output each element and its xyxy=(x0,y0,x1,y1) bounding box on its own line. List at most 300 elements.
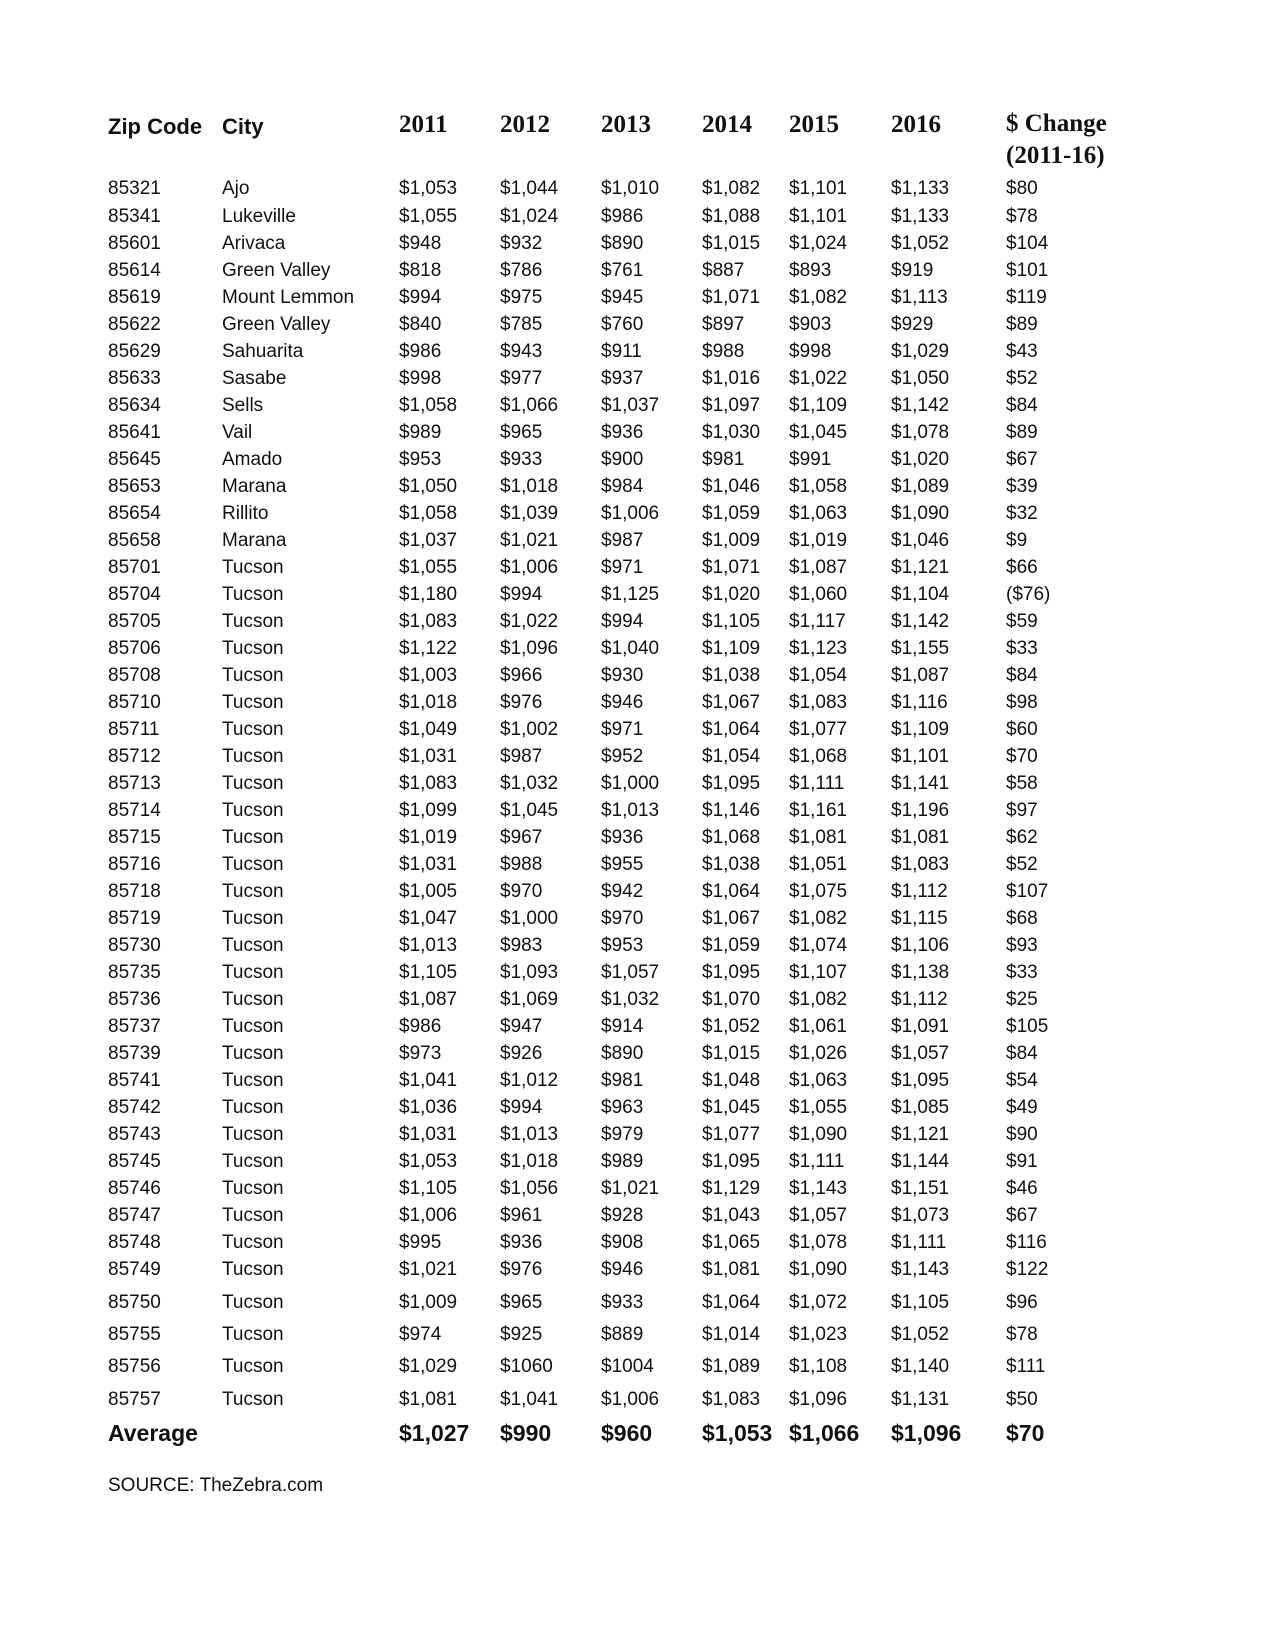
cell-y2015: $998 xyxy=(789,341,832,362)
cell-y2016: $1,052 xyxy=(891,1324,950,1345)
cell-y2014: $1,146 xyxy=(702,800,761,821)
cell-y2012: $965 xyxy=(500,422,543,443)
cell-y2014: $1,059 xyxy=(702,503,761,524)
cell-y2013: $933 xyxy=(601,1292,644,1313)
cell-y2015: $1,045 xyxy=(789,422,848,443)
cell-city: Tucson xyxy=(222,1356,284,1377)
cell-y2012: $1,032 xyxy=(500,773,559,794)
cell-y2016: $1,196 xyxy=(891,800,950,821)
cell-y2014: $1,054 xyxy=(702,746,761,767)
cell-change: $91 xyxy=(1006,1151,1038,1172)
cell-y2015: $1,082 xyxy=(789,989,848,1010)
cell-y2013: $908 xyxy=(601,1232,644,1253)
cell-y2013: $963 xyxy=(601,1097,644,1118)
average-y2013: $960 xyxy=(601,1420,653,1446)
cell-y2015: $903 xyxy=(789,314,832,335)
cell-y2013: $1004 xyxy=(601,1356,654,1377)
cell-y2013: $1,013 xyxy=(601,800,660,821)
cell-y2015: $991 xyxy=(789,449,832,470)
cell-y2012: $1,002 xyxy=(500,719,559,740)
cell-change: $78 xyxy=(1006,206,1038,227)
cell-change: $49 xyxy=(1006,1097,1038,1118)
cell-y2011: $1,006 xyxy=(399,1205,458,1226)
average-y2011: $1,027 xyxy=(399,1420,470,1446)
cell-y2015: $1,083 xyxy=(789,692,848,713)
cell-y2013: $994 xyxy=(601,611,644,632)
cell-city: Tucson xyxy=(222,800,284,821)
cell-y2015: $1,161 xyxy=(789,800,848,821)
cell-y2015: $1,023 xyxy=(789,1324,848,1345)
cell-y2012: $965 xyxy=(500,1292,543,1313)
cell-change: $54 xyxy=(1006,1070,1038,1091)
cell-y2011: $1,087 xyxy=(399,989,458,1010)
cell-y2012: $1,018 xyxy=(500,476,559,497)
cell-change: $122 xyxy=(1006,1259,1049,1280)
cell-y2015: $1,078 xyxy=(789,1232,848,1253)
cell-zip: 85653 xyxy=(108,476,161,497)
cell-y2011: $1,031 xyxy=(399,746,458,767)
cell-y2011: $1,041 xyxy=(399,1070,458,1091)
cell-change: $97 xyxy=(1006,800,1038,821)
cell-y2014: $1,016 xyxy=(702,368,761,389)
cell-y2011: $994 xyxy=(399,287,442,308)
cell-y2016: $1,029 xyxy=(891,341,950,362)
cell-city: Rillito xyxy=(222,503,269,524)
cell-city: Tucson xyxy=(222,719,284,740)
cell-y2014: $1,089 xyxy=(702,1356,761,1377)
average-y2016: $1,096 xyxy=(891,1420,962,1446)
cell-y2015: $1,101 xyxy=(789,178,848,199)
cell-zip: 85629 xyxy=(108,341,161,362)
cell-y2012: $1,006 xyxy=(500,557,559,578)
cell-y2016: $1,081 xyxy=(891,827,950,848)
cell-y2012: $1060 xyxy=(500,1356,553,1377)
cell-y2015: $1,109 xyxy=(789,395,848,416)
cell-y2015: $1,024 xyxy=(789,233,848,254)
cell-y2015: $1,082 xyxy=(789,908,848,929)
cell-y2014: $1,067 xyxy=(702,692,761,713)
header-change xyxy=(1006,108,1107,172)
cell-y2014: $1,014 xyxy=(702,1324,761,1345)
cell-city: Tucson xyxy=(222,746,284,767)
average-y2015: $1,066 xyxy=(789,1420,860,1446)
header-y2015: 2015 xyxy=(789,111,839,138)
cell-y2012: $1,045 xyxy=(500,800,559,821)
cell-change: $93 xyxy=(1006,935,1038,956)
cell-y2014: $1,129 xyxy=(702,1178,761,1199)
cell-city: Sahuarita xyxy=(222,341,304,362)
cell-zip: 85712 xyxy=(108,746,161,767)
cell-city: Tucson xyxy=(222,881,284,902)
cell-y2015: $1,019 xyxy=(789,530,848,551)
header-change-line1: $ Change xyxy=(1006,110,1107,137)
cell-city: Tucson xyxy=(222,989,284,1010)
cell-y2016: $1,104 xyxy=(891,584,950,605)
cell-zip: 85755 xyxy=(108,1324,161,1345)
cell-change: $33 xyxy=(1006,962,1038,983)
cell-y2013: $1,010 xyxy=(601,178,660,199)
cell-y2012: $976 xyxy=(500,692,543,713)
cell-y2015: $1,054 xyxy=(789,665,848,686)
cell-zip: 85708 xyxy=(108,665,161,686)
cell-y2013: $952 xyxy=(601,746,644,767)
cell-y2014: $1,030 xyxy=(702,422,761,443)
cell-zip: 85714 xyxy=(108,800,161,821)
cell-zip: 85750 xyxy=(108,1292,161,1313)
cell-zip: 85634 xyxy=(108,395,161,416)
cell-y2012: $925 xyxy=(500,1324,543,1345)
cell-y2015: $1,051 xyxy=(789,854,848,875)
cell-y2016: $1,115 xyxy=(891,908,948,929)
cell-y2011: $1,049 xyxy=(399,719,458,740)
cell-y2012: $1,039 xyxy=(500,503,559,524)
cell-y2016: $1,143 xyxy=(891,1259,950,1280)
cell-y2013: $971 xyxy=(601,719,644,740)
cell-y2014: $1,095 xyxy=(702,773,761,794)
cell-zip: 85741 xyxy=(108,1070,161,1091)
header-y2014: 2014 xyxy=(702,111,752,138)
cell-y2012: $1,041 xyxy=(500,1389,559,1410)
cell-y2016: $919 xyxy=(891,260,934,281)
cell-y2012: $1,000 xyxy=(500,908,559,929)
cell-y2011: $1,003 xyxy=(399,665,458,686)
source-note: SOURCE: TheZebra.com xyxy=(108,1475,324,1496)
cell-y2016: $1,113 xyxy=(891,287,948,308)
cell-y2011: $973 xyxy=(399,1043,442,1064)
cell-change: $90 xyxy=(1006,1124,1038,1145)
cell-y2013: $928 xyxy=(601,1205,644,1226)
cell-y2015: $1,090 xyxy=(789,1259,848,1280)
cell-y2016: $1,046 xyxy=(891,530,950,551)
cell-change: $33 xyxy=(1006,638,1038,659)
cell-y2012: $947 xyxy=(500,1016,543,1037)
cell-y2016: $1,112 xyxy=(891,989,948,1010)
cell-y2012: $785 xyxy=(500,314,543,335)
cell-zip: 85730 xyxy=(108,935,161,956)
cell-y2011: $1,050 xyxy=(399,476,458,497)
cell-y2015: $1,063 xyxy=(789,503,848,524)
cell-y2011: $1,031 xyxy=(399,1124,458,1145)
cell-zip: 85622 xyxy=(108,314,161,335)
cell-zip: 85715 xyxy=(108,827,161,848)
cell-y2011: $1,036 xyxy=(399,1097,458,1118)
cell-y2016: $1,106 xyxy=(891,935,950,956)
cell-y2014: $1,038 xyxy=(702,665,761,686)
cell-y2015: $1,087 xyxy=(789,557,848,578)
cell-y2014: $1,097 xyxy=(702,395,761,416)
cell-zip: 85710 xyxy=(108,692,161,713)
cell-y2015: $1,081 xyxy=(789,827,848,848)
cell-y2011: $1,180 xyxy=(399,584,458,605)
cell-y2016: $1,121 xyxy=(891,1124,950,1145)
cell-y2013: $1,006 xyxy=(601,1389,660,1410)
cell-y2015: $1,063 xyxy=(789,1070,848,1091)
cell-y2011: $1,105 xyxy=(399,1178,458,1199)
cell-y2013: $936 xyxy=(601,422,644,443)
cell-change: $105 xyxy=(1006,1016,1049,1037)
cell-y2016: $1,105 xyxy=(891,1292,950,1313)
header-y2016: 2016 xyxy=(891,111,941,138)
cell-y2011: $1,105 xyxy=(399,962,458,983)
header-y2012: 2012 xyxy=(500,111,550,138)
cell-y2016: $1,090 xyxy=(891,503,950,524)
cell-zip: 85619 xyxy=(108,287,161,308)
cell-y2012: $994 xyxy=(500,584,543,605)
cell-zip: 85711 xyxy=(108,719,160,740)
cell-y2014: $1,095 xyxy=(702,962,761,983)
cell-y2012: $1,022 xyxy=(500,611,559,632)
cell-change: $96 xyxy=(1006,1292,1038,1313)
cell-y2011: $1,083 xyxy=(399,773,458,794)
cell-y2014: $1,109 xyxy=(702,638,761,659)
cell-change: $25 xyxy=(1006,989,1038,1010)
cell-y2013: $760 xyxy=(601,314,644,335)
cell-change: $101 xyxy=(1006,260,1049,281)
cell-y2015: $1,111 xyxy=(789,773,845,794)
cell-y2013: $900 xyxy=(601,449,644,470)
cell-city: Tucson xyxy=(222,1016,284,1037)
cell-y2016: $1,095 xyxy=(891,1070,950,1091)
cell-y2011: $986 xyxy=(399,1016,442,1037)
cell-y2012: $936 xyxy=(500,1232,543,1253)
cell-y2013: $981 xyxy=(601,1070,644,1091)
cell-y2014: $1,095 xyxy=(702,1151,761,1172)
cell-y2011: $1,058 xyxy=(399,503,458,524)
cell-zip: 85735 xyxy=(108,962,161,983)
cell-city: Marana xyxy=(222,530,287,551)
cell-y2011: $1,122 xyxy=(399,638,458,659)
cell-change: $67 xyxy=(1006,1205,1038,1226)
cell-y2012: $1,056 xyxy=(500,1178,559,1199)
average-label: Average xyxy=(108,1420,198,1446)
cell-change: $32 xyxy=(1006,503,1038,524)
cell-y2011: $1,029 xyxy=(399,1356,458,1377)
cell-y2012: $967 xyxy=(500,827,543,848)
cell-zip: 85756 xyxy=(108,1356,161,1377)
cell-y2015: $1,055 xyxy=(789,1097,848,1118)
cell-y2014: $1,015 xyxy=(702,233,761,254)
cell-y2014: $1,015 xyxy=(702,1043,761,1064)
cell-y2013: $942 xyxy=(601,881,644,902)
cell-y2014: $1,105 xyxy=(702,611,761,632)
cell-y2014: $1,071 xyxy=(702,557,761,578)
header-y2013: 2013 xyxy=(601,111,651,138)
cell-change: $46 xyxy=(1006,1178,1038,1199)
cell-change: $68 xyxy=(1006,908,1038,929)
cell-y2014: $1,083 xyxy=(702,1389,761,1410)
cell-y2016: $1,133 xyxy=(891,178,950,199)
cell-zip: 85713 xyxy=(108,773,161,794)
cell-y2013: $1,037 xyxy=(601,395,660,416)
cell-y2014: $1,038 xyxy=(702,854,761,875)
cell-zip: 85706 xyxy=(108,638,161,659)
cell-y2011: $1,055 xyxy=(399,206,458,227)
cell-y2013: $930 xyxy=(601,665,644,686)
cell-city: Tucson xyxy=(222,935,284,956)
cell-change: $111 xyxy=(1006,1356,1046,1377)
cell-y2014: $1,043 xyxy=(702,1205,761,1226)
cell-y2016: $1,089 xyxy=(891,476,950,497)
cell-city: Tucson xyxy=(222,557,284,578)
cell-city: Ajo xyxy=(222,178,250,199)
cell-y2011: $1,058 xyxy=(399,395,458,416)
cell-y2013: $936 xyxy=(601,827,644,848)
cell-y2016: $1,085 xyxy=(891,1097,950,1118)
cell-y2011: $1,005 xyxy=(399,881,458,902)
cell-y2011: $953 xyxy=(399,449,442,470)
cell-zip: 85746 xyxy=(108,1178,161,1199)
cell-city: Tucson xyxy=(222,1259,284,1280)
cell-y2012: $983 xyxy=(500,935,543,956)
cell-y2012: $976 xyxy=(500,1259,543,1280)
cell-zip: 85749 xyxy=(108,1259,161,1280)
cell-y2013: $953 xyxy=(601,935,644,956)
cell-y2013: $761 xyxy=(601,260,644,281)
cell-city: Tucson xyxy=(222,1232,284,1253)
cell-y2014: $1,068 xyxy=(702,827,761,848)
cell-y2016: $1,121 xyxy=(891,557,950,578)
cell-y2013: $984 xyxy=(601,476,644,497)
cell-y2014: $1,064 xyxy=(702,1292,761,1313)
cell-y2014: $1,077 xyxy=(702,1124,761,1145)
cell-y2011: $1,047 xyxy=(399,908,458,929)
cell-y2015: $1,101 xyxy=(789,206,848,227)
cell-y2012: $988 xyxy=(500,854,543,875)
cell-city: Tucson xyxy=(222,1124,284,1145)
cell-y2011: $1,019 xyxy=(399,827,458,848)
cell-y2015: $1,107 xyxy=(789,962,848,983)
cell-y2015: $1,061 xyxy=(789,1016,848,1037)
cell-y2013: $979 xyxy=(601,1124,644,1145)
cell-y2012: $1,024 xyxy=(500,206,559,227)
cell-y2015: $1,022 xyxy=(789,368,848,389)
cell-y2014: $1,064 xyxy=(702,881,761,902)
cell-city: Tucson xyxy=(222,1205,284,1226)
cell-y2016: $1,052 xyxy=(891,233,950,254)
average-y2014: $1,053 xyxy=(702,1420,773,1446)
cell-y2011: $1,081 xyxy=(399,1389,458,1410)
cell-y2014: $1,082 xyxy=(702,178,761,199)
cell-y2016: $1,138 xyxy=(891,962,950,983)
cell-y2013: $1,032 xyxy=(601,989,660,1010)
cell-y2011: $948 xyxy=(399,233,442,254)
cell-zip: 85739 xyxy=(108,1043,161,1064)
cell-change: $98 xyxy=(1006,692,1038,713)
cell-y2012: $1,044 xyxy=(500,178,559,199)
cell-y2016: $1,087 xyxy=(891,665,950,686)
cell-city: Tucson xyxy=(222,665,284,686)
cell-y2016: $1,083 xyxy=(891,854,950,875)
cell-change: $84 xyxy=(1006,395,1038,416)
cell-y2014: $887 xyxy=(702,260,745,281)
cell-y2012: $970 xyxy=(500,881,543,902)
cell-y2015: $1,072 xyxy=(789,1292,848,1313)
cell-change: $89 xyxy=(1006,422,1038,443)
cell-y2013: $1,006 xyxy=(601,503,660,524)
cell-y2011: $1,053 xyxy=(399,178,458,199)
cell-zip: 85719 xyxy=(108,908,161,929)
cell-zip: 85654 xyxy=(108,503,161,524)
cell-city: Tucson xyxy=(222,827,284,848)
cell-y2016: $1,050 xyxy=(891,368,950,389)
cell-change: $116 xyxy=(1006,1232,1047,1253)
cell-y2011: $995 xyxy=(399,1232,442,1253)
cell-y2016: $1,131 xyxy=(891,1389,950,1410)
cell-y2014: $1,071 xyxy=(702,287,761,308)
cell-y2015: $1,108 xyxy=(789,1356,848,1377)
cell-y2015: $1,082 xyxy=(789,287,848,308)
cell-y2013: $955 xyxy=(601,854,644,875)
cell-y2016: $929 xyxy=(891,314,934,335)
cell-y2013: $986 xyxy=(601,206,644,227)
cell-zip: 85705 xyxy=(108,611,161,632)
cell-change: $89 xyxy=(1006,314,1038,335)
cell-y2015: $1,096 xyxy=(789,1389,848,1410)
header-change-line2: (2011-16) xyxy=(1006,142,1105,169)
cell-change: $52 xyxy=(1006,854,1038,875)
cell-y2013: $1,057 xyxy=(601,962,660,983)
cell-city: Tucson xyxy=(222,908,284,929)
cell-y2013: $945 xyxy=(601,287,644,308)
cell-y2013: $890 xyxy=(601,1043,644,1064)
cell-y2013: $889 xyxy=(601,1324,644,1345)
cell-y2016: $1,155 xyxy=(891,638,950,659)
header-y2011: 2011 xyxy=(399,111,448,138)
cell-y2012: $926 xyxy=(500,1043,543,1064)
cell-y2016: $1,109 xyxy=(891,719,950,740)
cell-zip: 85701 xyxy=(108,557,161,578)
cell-change: ($76) xyxy=(1006,584,1051,605)
cell-zip: 85601 xyxy=(108,233,161,254)
cell-y2014: $1,064 xyxy=(702,719,761,740)
cell-y2015: $1,068 xyxy=(789,746,848,767)
cell-y2011: $1,018 xyxy=(399,692,458,713)
cell-y2014: $981 xyxy=(702,449,745,470)
cell-y2011: $1,083 xyxy=(399,611,458,632)
cell-y2011: $1,037 xyxy=(399,530,458,551)
cell-y2011: $1,031 xyxy=(399,854,458,875)
cell-city: Sells xyxy=(222,395,264,416)
cell-city: Tucson xyxy=(222,1178,284,1199)
cell-y2016: $1,142 xyxy=(891,611,950,632)
cell-zip: 85718 xyxy=(108,881,161,902)
cell-y2011: $1,021 xyxy=(399,1259,458,1280)
header-city: City xyxy=(222,114,264,139)
cell-y2013: $987 xyxy=(601,530,644,551)
cell-change: $43 xyxy=(1006,341,1038,362)
cell-y2014: $988 xyxy=(702,341,745,362)
cell-y2016: $1,151 xyxy=(891,1178,950,1199)
cell-city: Arivaca xyxy=(222,233,286,254)
cell-zip: 85757 xyxy=(108,1389,161,1410)
cell-y2011: $1,099 xyxy=(399,800,458,821)
cell-city: Lukeville xyxy=(222,206,296,227)
cell-y2013: $971 xyxy=(601,557,644,578)
cell-zip: 85614 xyxy=(108,260,161,281)
cell-y2011: $1,055 xyxy=(399,557,458,578)
cell-y2013: $1,125 xyxy=(601,584,660,605)
cell-y2011: $989 xyxy=(399,422,442,443)
cell-zip: 85737 xyxy=(108,1016,161,1037)
cell-y2012: $975 xyxy=(500,287,543,308)
average-y2012: $990 xyxy=(500,1420,552,1446)
cell-zip: 85743 xyxy=(108,1124,161,1145)
cell-y2012: $786 xyxy=(500,260,543,281)
cell-y2012: $994 xyxy=(500,1097,543,1118)
cell-y2015: $1,060 xyxy=(789,584,848,605)
cell-zip: 85658 xyxy=(108,530,161,551)
cell-y2016: $1,140 xyxy=(891,1356,950,1377)
